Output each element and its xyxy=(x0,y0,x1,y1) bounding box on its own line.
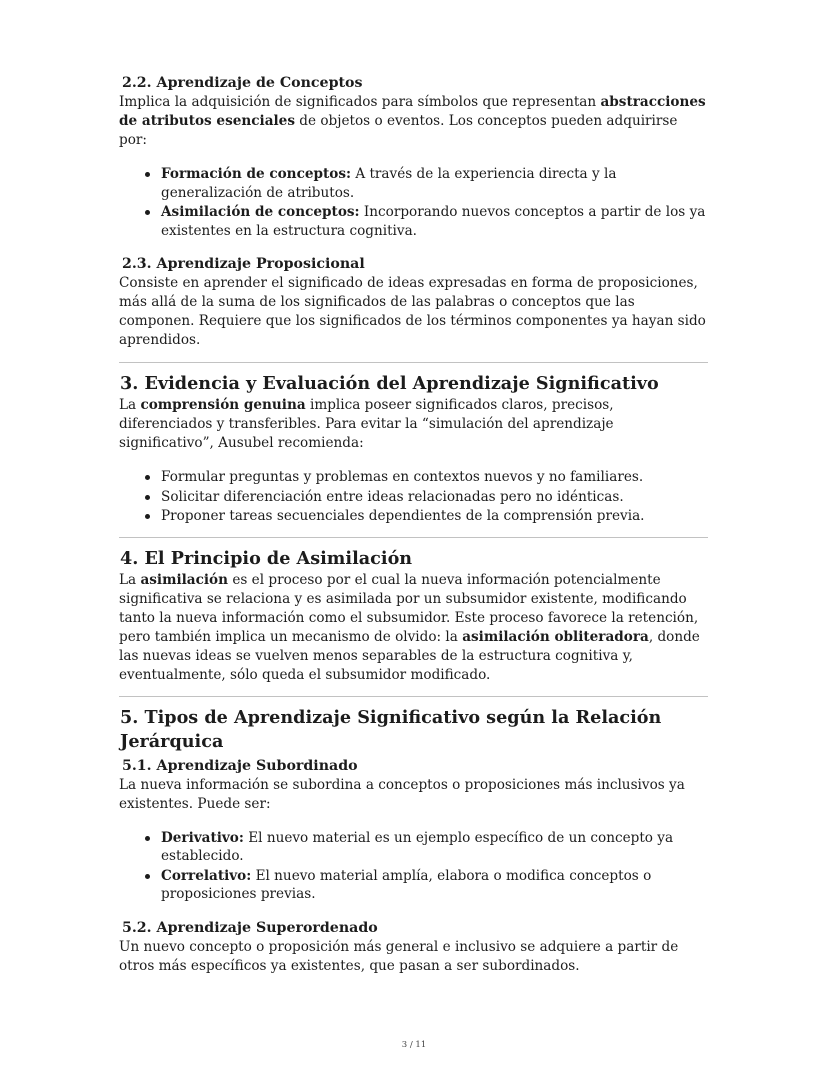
section-2-3-heading: 2.3. Aprendizaje Proposicional xyxy=(122,256,365,272)
section-3-list xyxy=(119,468,709,526)
bullet-icon xyxy=(145,210,150,215)
section-5-1-body: La nueva información se subordina a conceptos o proposiciones más inclusivos ya existentes. Puede ser: xyxy=(119,776,685,812)
section-3-intro: La comprensión genuina implica poseer significados claros, precisos, diferenciados y transferibles. Para evitar la “simulación del aprendizaje significativo”, Ausubel recomienda: xyxy=(119,397,614,451)
list-item: Solicitar diferenciación entre ideas relacionadas pero no idénticas. xyxy=(119,488,709,507)
bullet-icon xyxy=(145,514,150,519)
section-3-heading: 3. Evidencia y Evaluación del Aprendizaje Significativo xyxy=(120,373,659,394)
section-4-heading: 4. El Principio de Asimilación xyxy=(120,547,413,569)
list-item: Formación de conceptos: A través de la experiencia directa y la generalización de atributos. xyxy=(119,165,709,202)
section-2-2-heading: 2.2. Aprendizaje de Conceptos xyxy=(122,75,363,91)
bullet-icon xyxy=(145,874,150,879)
bullet-icon xyxy=(145,836,150,841)
list-item: Correlativo: El nuevo material amplía, elabora o modifica conceptos o proposiciones previas. xyxy=(119,867,709,904)
list-item: Derivativo: El nuevo material es un ejemplo específico de un concepto ya establecido. xyxy=(119,829,709,866)
list-item: Proponer tareas secuenciales dependientes de la comprensión previa. xyxy=(119,507,709,526)
section-5-1-list xyxy=(119,829,709,904)
section-5-2-body: Un nuevo concepto o proposición más general e inclusivo se adquiere a partir de otros más específicos ya existentes, que pasan a ser subordinados. xyxy=(119,938,679,974)
section-5-1-heading: 5.1. Aprendizaje Subordinado xyxy=(122,757,358,774)
list-item: Asimilación de conceptos: Incorporando nuevos conceptos a partir de los ya existentes en la estructura cognitiva. xyxy=(119,203,709,240)
document-page xyxy=(119,72,709,976)
section-divider xyxy=(119,362,708,363)
list-item: Formular preguntas y problemas en contextos nuevos y no familiares. xyxy=(119,468,709,487)
bullet-icon xyxy=(145,172,150,177)
section-divider xyxy=(119,537,708,538)
page-number: 3 / 11 xyxy=(401,1040,427,1050)
bullet-icon xyxy=(145,495,150,500)
section-4-body: La asimilación es el proceso por el cual la nueva información potencialmente significativa se relaciona y es asimilada por un subsumidor existente, modificando tanto la nueva información como el subsumidor. Este proceso favorece la retención, pero también implica un mecanismo de olvido: la asimilación obliteradora, donde las nuevas ideas se vuelven menos separables de la estructura cognitiva y, eventualmente, sólo queda el subsumidor modificado. xyxy=(119,571,700,683)
section-5-2-heading: 5.2. Aprendizaje Superordenado xyxy=(122,919,378,936)
section-divider xyxy=(119,696,708,697)
section-5-heading: 5. Tipos de Aprendizaje Significativo según la Relación Jerárquica xyxy=(120,706,662,752)
bullet-icon xyxy=(145,475,150,480)
section-2-3-body: Consiste en aprender el significado de ideas expresadas en forma de proposiciones, más allá de la suma de los significados de las palabras o conceptos que las componen. Requiere que los significados de los términos componentes ya hayan sido aprendidos. xyxy=(119,275,706,348)
section-2-2-list xyxy=(119,165,709,240)
section-2-2-intro: Implica la adquisición de significados para símbolos que representan abstracciones de atributos esenciales de objetos o eventos. Los conceptos pueden adquirirse por: xyxy=(119,94,706,148)
